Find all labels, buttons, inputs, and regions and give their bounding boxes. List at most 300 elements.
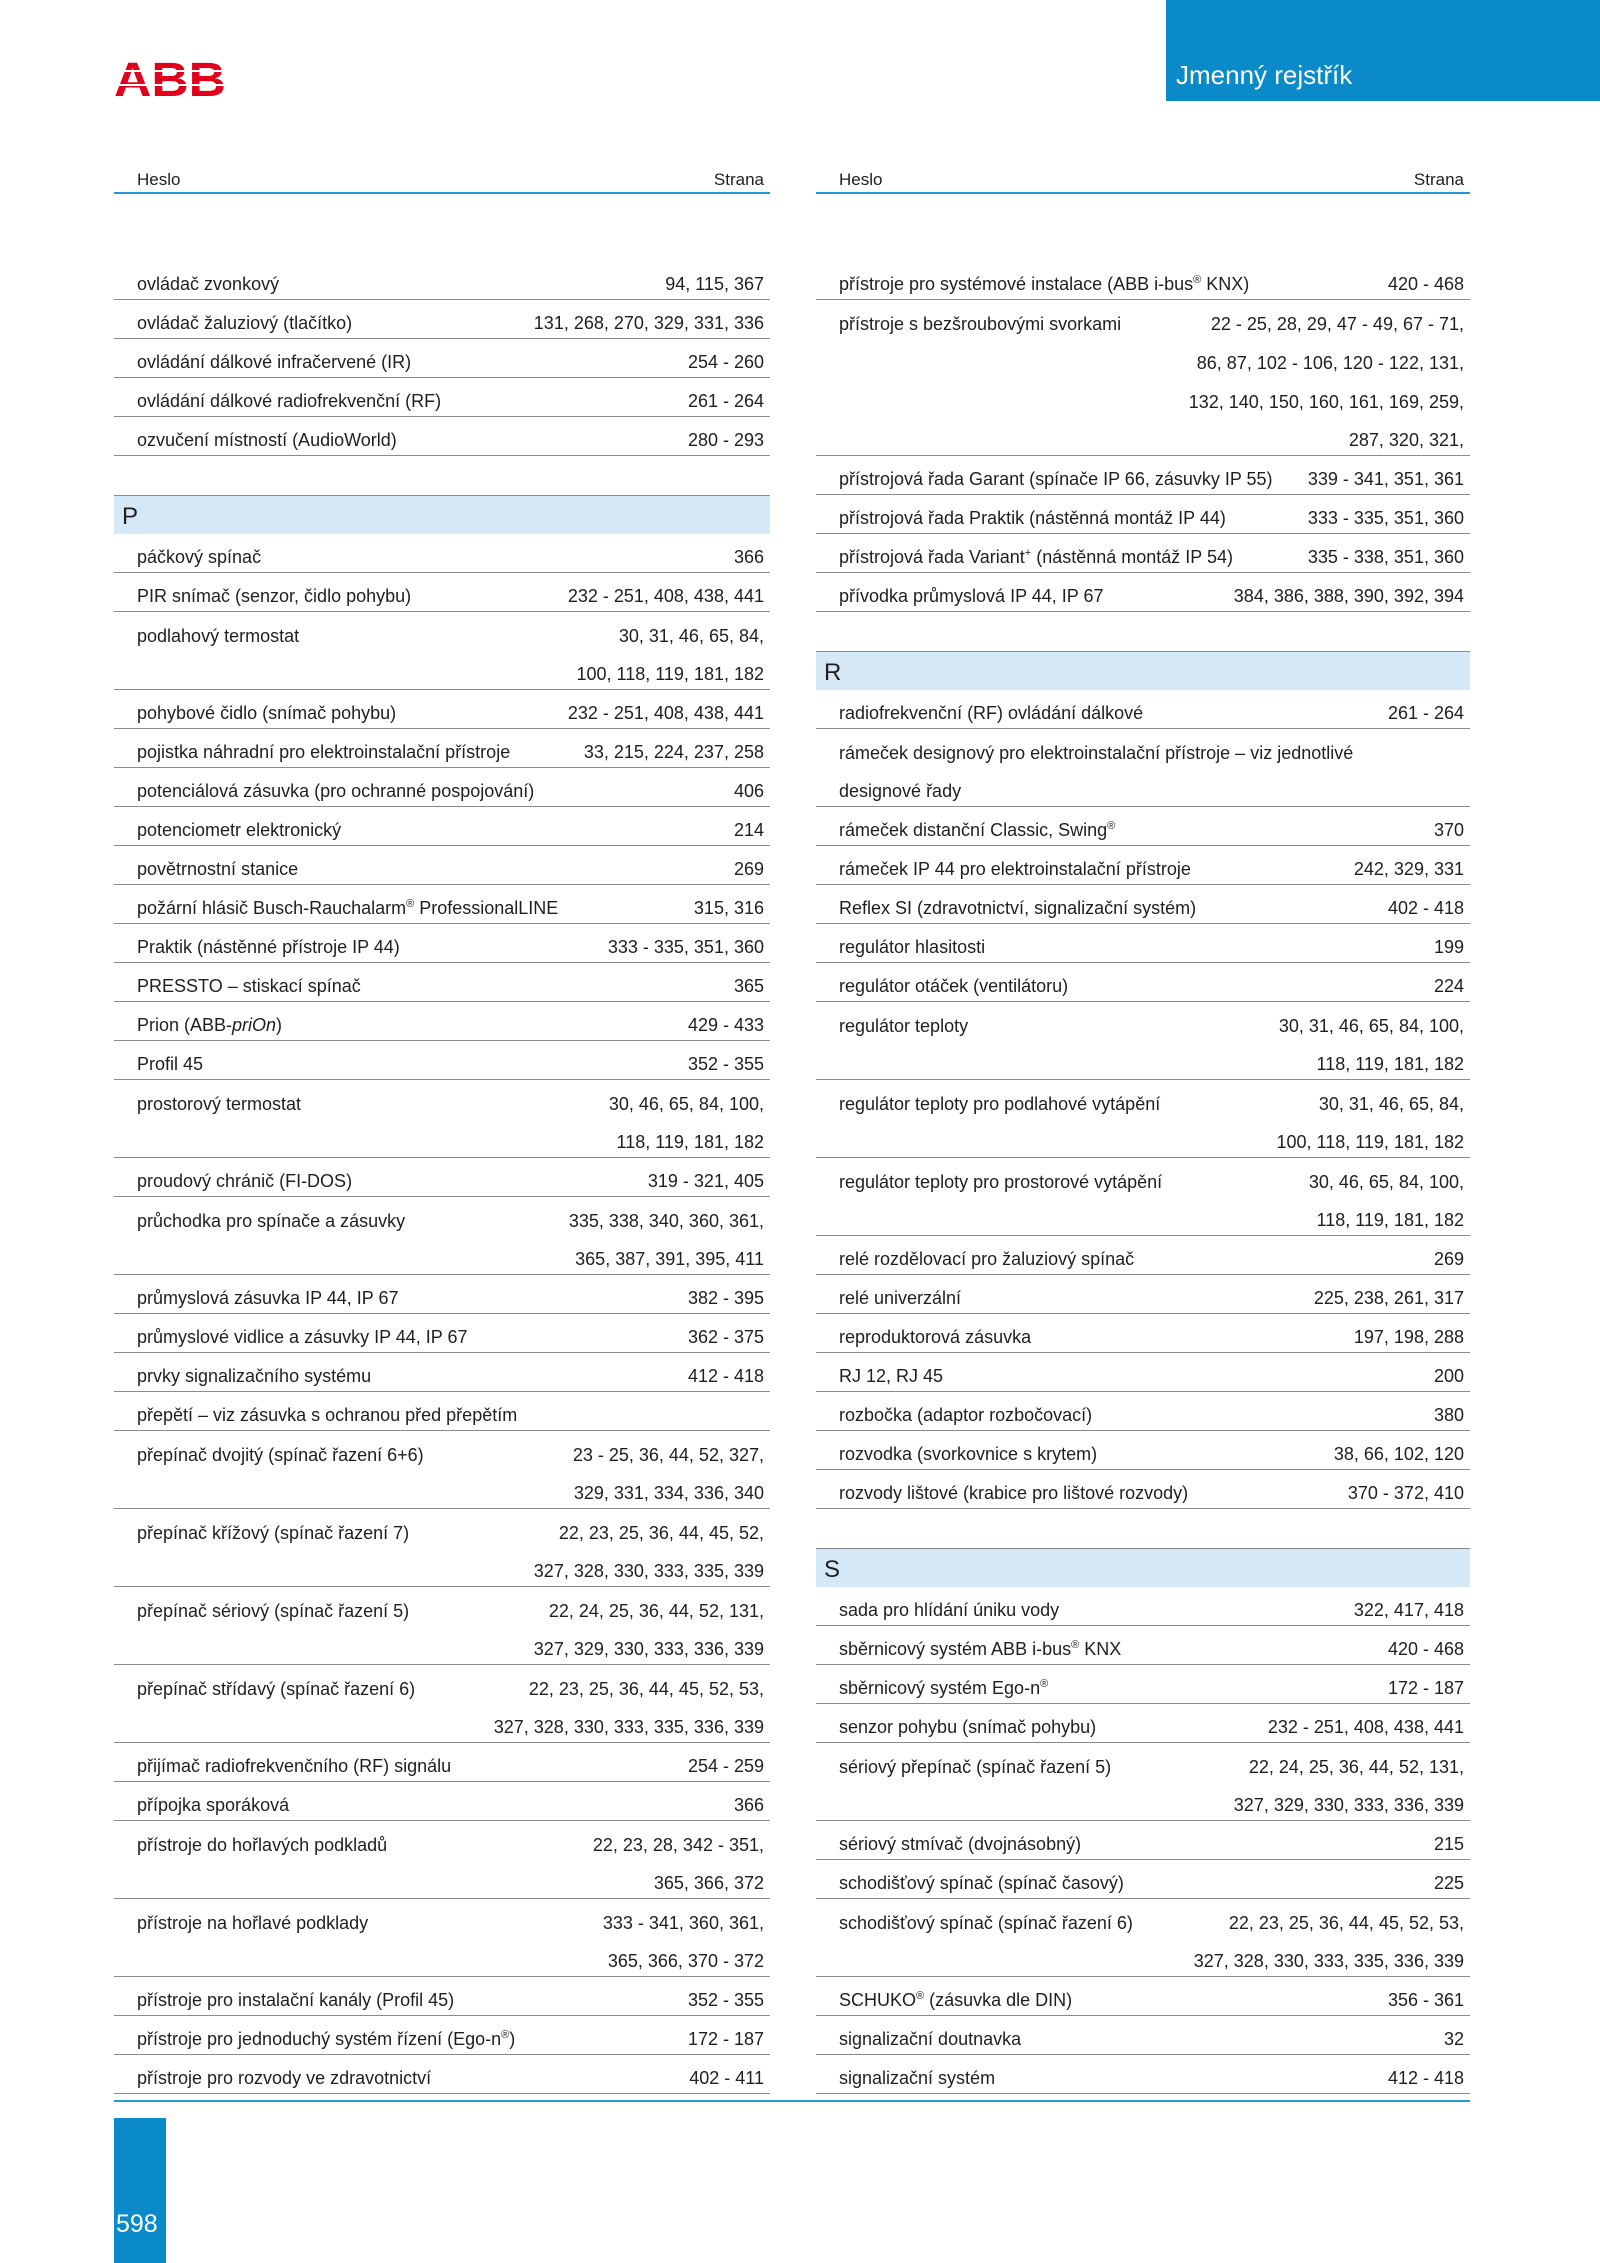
index-entry bbox=[114, 1314, 770, 1353]
entry-pages: 327, 329, 330, 333, 336, 339 bbox=[533, 1639, 764, 1659]
index-entry bbox=[114, 1743, 770, 1782]
entry-term-text: rámeček designový pro elektroinstalační přístroje – viz jednotlivé bbox=[839, 743, 1354, 763]
index-entry bbox=[816, 924, 1470, 963]
entry-term-text: sada pro hlídání úniku vody bbox=[839, 1600, 1060, 1620]
entry-pages: 94, 115, 367 bbox=[665, 274, 764, 294]
entry-pages: 365, 366, 370 - 372 bbox=[607, 1951, 764, 1971]
index-entry bbox=[816, 1470, 1470, 1509]
entry-term-text: přístroje do hořlavých podkladů bbox=[137, 1835, 388, 1855]
entry-term-text: přístroje s bezšroubovými svorkami bbox=[839, 314, 1122, 334]
index-entry bbox=[816, 1431, 1470, 1470]
entry-term-suffix: KNX) bbox=[1201, 274, 1250, 294]
trademark-mark: ® bbox=[916, 1990, 925, 2002]
letter-heading: R bbox=[816, 651, 1470, 690]
entry-term-text: požární hlásič Busch-Rauchalarm bbox=[137, 898, 407, 918]
entry-term-text: PIR snímač (senzor, čidlo pohybu) bbox=[137, 586, 412, 606]
index-entry bbox=[816, 1938, 1470, 1977]
index-entry bbox=[816, 417, 1470, 456]
index-entry bbox=[114, 1938, 770, 1977]
entry-term-text: přístrojová řada Garant (spínače IP 66, zásuvky IP 55) bbox=[839, 469, 1273, 489]
index-entry bbox=[114, 924, 770, 963]
entry-term bbox=[839, 1404, 1092, 1426]
index-entry bbox=[816, 495, 1470, 534]
index-list bbox=[114, 194, 770, 2094]
entry-term bbox=[839, 2028, 1021, 2050]
entry-term bbox=[137, 351, 411, 373]
entry-term-text: přístrojová řada Praktik (nástěnná montáž IP 44) bbox=[839, 508, 1226, 528]
entry-pages: 199 bbox=[1433, 937, 1464, 957]
entry-term bbox=[137, 1326, 468, 1348]
entry-pages: 261 - 264 bbox=[1387, 703, 1464, 723]
entry-pages: 100, 118, 119, 181, 182 bbox=[576, 664, 764, 684]
entry-pages: 352 - 355 bbox=[687, 1990, 764, 2010]
entry-pages: 352 - 355 bbox=[687, 1054, 764, 1074]
entry-pages: 22, 23, 25, 36, 44, 45, 52, 53, bbox=[1228, 1913, 1464, 1933]
entry-term bbox=[839, 313, 1121, 335]
entry-term-text: průmyslová zásuvka IP 44, IP 67 bbox=[137, 1288, 399, 1308]
entry-pages: 327, 328, 330, 333, 335, 336, 339 bbox=[493, 1717, 764, 1737]
entry-term-italic: priOn bbox=[232, 1015, 277, 1035]
entry-pages: 412 - 418 bbox=[1387, 2068, 1464, 2088]
entry-pages: 335, 338, 340, 360, 361, bbox=[568, 1211, 764, 1231]
entry-pages: 232 - 251, 408, 438, 441 bbox=[567, 703, 764, 723]
entry-pages: 329, 331, 334, 336, 340 bbox=[573, 1483, 764, 1503]
index-entry bbox=[114, 261, 770, 300]
entry-pages: 22 - 25, 28, 29, 47 - 49, 67 - 71, bbox=[1210, 314, 1464, 334]
entry-pages: 362 - 375 bbox=[687, 1327, 764, 1347]
entry-pages: 86, 87, 102 - 106, 120 - 122, 131, bbox=[1196, 353, 1464, 373]
entry-pages: 30, 31, 46, 65, 84, bbox=[618, 626, 764, 646]
index-entry bbox=[114, 1236, 770, 1275]
entry-term-text: přepětí – viz zásuvka s ochranou před přepětím bbox=[137, 1405, 518, 1425]
entry-pages: 402 - 418 bbox=[1387, 898, 1464, 918]
entry-pages: 384, 386, 388, 390, 392, 394 bbox=[1233, 586, 1464, 606]
entry-pages: 287, 320, 321, bbox=[1348, 430, 1464, 450]
entry-pages: 333 - 335, 351, 360 bbox=[607, 937, 764, 957]
index-entry bbox=[816, 1782, 1470, 1821]
entry-term-text: Profil 45 bbox=[137, 1054, 204, 1074]
entry-term-text: ovládání dálkové radiofrekvenční (RF) bbox=[137, 391, 442, 411]
entry-pages: 366 bbox=[733, 1795, 764, 1815]
entry-pages: 197, 198, 288 bbox=[1353, 1327, 1464, 1347]
entry-term-text: přepínač křížový (spínač řazení 7) bbox=[137, 1523, 410, 1543]
index-entry bbox=[816, 1392, 1470, 1431]
entry-term bbox=[137, 780, 534, 802]
section-gap bbox=[816, 612, 1470, 651]
entry-pages: 319 - 321, 405 bbox=[647, 1171, 764, 1191]
entry-pages: 356 - 361 bbox=[1387, 1990, 1464, 2010]
entry-term-text: regulátor otáček (ventilátoru) bbox=[839, 976, 1069, 996]
entry-term bbox=[839, 585, 1103, 607]
index-entry bbox=[114, 1041, 770, 1080]
index-entry bbox=[114, 1158, 770, 1197]
index-entry bbox=[816, 1314, 1470, 1353]
entry-term-text: sériový stmívač (dvojnásobný) bbox=[839, 1834, 1082, 1854]
entry-term bbox=[839, 507, 1226, 529]
index-entry bbox=[114, 2055, 770, 2094]
index-entry bbox=[114, 1860, 770, 1899]
entry-term bbox=[839, 1482, 1188, 1504]
entry-term bbox=[137, 1365, 371, 1387]
entry-term-text: Reflex SI (zdravotnictví, signalizační systém) bbox=[839, 898, 1197, 918]
entry-term bbox=[839, 273, 1249, 295]
entry-pages: 280 - 293 bbox=[687, 430, 764, 450]
entry-term-suffix: ProfessionalLINE bbox=[414, 898, 559, 918]
entry-pages: 215 bbox=[1433, 1834, 1464, 1854]
index-entry bbox=[114, 846, 770, 885]
entry-pages: 382 - 395 bbox=[687, 1288, 764, 1308]
entry-pages: 365 bbox=[733, 976, 764, 996]
entry-term bbox=[137, 625, 299, 647]
entry-pages: 429 - 433 bbox=[687, 1015, 764, 1035]
entry-term bbox=[137, 936, 400, 958]
index-entry bbox=[816, 963, 1470, 1002]
index-entry bbox=[114, 651, 770, 690]
entry-term-text: relé rozdělovací pro žaluziový spínač bbox=[839, 1249, 1135, 1269]
entry-pages: 118, 119, 181, 182 bbox=[616, 1132, 764, 1152]
index-entry bbox=[816, 1665, 1470, 1704]
column-header bbox=[816, 168, 1470, 194]
entry-term-text: schodišťový spínač (spínač časový) bbox=[839, 1873, 1124, 1893]
index-entry bbox=[114, 1977, 770, 2016]
entry-pages: 370 - 372, 410 bbox=[1347, 1483, 1464, 1503]
entry-term bbox=[137, 429, 397, 451]
index-column-left bbox=[114, 168, 770, 2094]
entry-term-text: páčkový spínač bbox=[137, 547, 262, 567]
entry-term-text: pohybové čidlo (snímač pohybu) bbox=[137, 703, 397, 723]
entry-term bbox=[839, 1638, 1121, 1660]
index-entry bbox=[816, 1860, 1470, 1899]
entry-pages: 232 - 251, 408, 438, 441 bbox=[1267, 1717, 1464, 1737]
entry-pages: 224 bbox=[1433, 976, 1464, 996]
entry-term bbox=[839, 1248, 1134, 1270]
entry-term bbox=[839, 975, 1068, 997]
index-entry bbox=[816, 1743, 1470, 1782]
entry-term-text: PRESSTO – stiskací spínač bbox=[137, 976, 361, 996]
entry-term-text: přepínač dvojitý (spínač řazení 6+6) bbox=[137, 1445, 424, 1465]
index-entry bbox=[816, 339, 1470, 378]
entry-term-text: přepínač sériový (spínač řazení 5) bbox=[137, 1601, 410, 1621]
entry-term bbox=[137, 819, 341, 841]
index-entry bbox=[816, 1587, 1470, 1626]
entry-pages: 412 - 418 bbox=[687, 1366, 764, 1386]
entry-term-text: rámeček distanční Classic, Swing bbox=[839, 820, 1108, 840]
section-title-band bbox=[1166, 0, 1600, 101]
entry-pages: 254 - 259 bbox=[687, 1756, 764, 1776]
index-entry bbox=[816, 2016, 1470, 2055]
entry-term-text: signalizační systém bbox=[839, 2068, 996, 2088]
entry-term bbox=[839, 936, 985, 958]
letter-heading: S bbox=[816, 1548, 1470, 1587]
index-entry bbox=[114, 378, 770, 417]
entry-pages: 335 - 338, 351, 360 bbox=[1307, 547, 1464, 567]
entry-term bbox=[137, 390, 441, 412]
index-entry bbox=[114, 1587, 770, 1626]
index-entry bbox=[114, 1626, 770, 1665]
entry-pages: 333 - 341, 360, 361, bbox=[602, 1913, 764, 1933]
entry-term bbox=[137, 1053, 203, 1075]
entry-term-suffix: ) bbox=[276, 1015, 283, 1035]
entry-term bbox=[839, 468, 1273, 490]
entry-pages: 172 - 187 bbox=[1387, 1678, 1464, 1698]
index-entry bbox=[114, 1275, 770, 1314]
entry-term-suffix: KNX bbox=[1079, 1639, 1122, 1659]
index-entry bbox=[816, 1041, 1470, 1080]
entry-term bbox=[137, 2067, 431, 2089]
entry-pages: 118, 119, 181, 182 bbox=[1316, 1054, 1464, 1074]
index-entry bbox=[114, 1002, 770, 1041]
entry-term bbox=[137, 897, 558, 919]
entry-term bbox=[137, 1989, 454, 2011]
letter-heading: P bbox=[114, 495, 770, 534]
index-entry bbox=[114, 534, 770, 573]
entry-pages: 22, 24, 25, 36, 44, 52, 131, bbox=[548, 1601, 764, 1621]
entry-pages: 172 - 187 bbox=[687, 2029, 764, 2049]
entry-term-text: přívodka průmyslová IP 44, IP 67 bbox=[839, 586, 1104, 606]
entry-term-text: Praktik (nástěnné přístroje IP 44) bbox=[137, 937, 400, 957]
entry-pages: 22, 23, 28, 342 - 351, bbox=[592, 1835, 764, 1855]
entry-term bbox=[839, 1872, 1124, 1894]
entry-pages: 269 bbox=[1433, 1249, 1464, 1269]
entry-term-text: rámeček IP 44 pro elektroinstalační přístroje bbox=[839, 859, 1191, 879]
entry-pages: 118, 119, 181, 182 bbox=[1316, 1210, 1464, 1230]
entry-pages: 32 bbox=[1443, 2029, 1464, 2049]
index-entry bbox=[114, 1509, 770, 1548]
entry-term-text: regulátor teploty pro prostorové vytápění bbox=[839, 1172, 1163, 1192]
index-entry bbox=[114, 1470, 770, 1509]
index-entry bbox=[816, 729, 1470, 768]
entry-pages: 402 - 411 bbox=[689, 2068, 764, 2088]
entry-pages: 225, 238, 261, 317 bbox=[1313, 1288, 1464, 1308]
entry-pages: 366 bbox=[733, 547, 764, 567]
header-term: Heslo bbox=[137, 170, 181, 189]
entry-term bbox=[137, 312, 352, 334]
entry-pages: 254 - 260 bbox=[687, 352, 764, 372]
entry-pages: 339 - 341, 351, 361 bbox=[1307, 469, 1464, 489]
entry-pages: 22, 23, 25, 36, 44, 45, 52, bbox=[558, 1523, 764, 1543]
entry-term bbox=[137, 1600, 409, 1622]
index-entry bbox=[114, 729, 770, 768]
entry-term bbox=[839, 1443, 1097, 1465]
section-title: Jmenný rejstřík bbox=[1176, 60, 1353, 90]
index-entry bbox=[816, 261, 1470, 300]
entry-term-text: designové řady bbox=[839, 781, 962, 801]
entry-term-text: SCHUKO bbox=[839, 1990, 917, 2010]
entry-term bbox=[137, 1014, 282, 1036]
index-entry bbox=[114, 612, 770, 651]
entry-term bbox=[839, 1365, 943, 1387]
entry-pages: 327, 328, 330, 333, 335, 339 bbox=[533, 1561, 764, 1581]
index-entry bbox=[114, 573, 770, 612]
index-entry bbox=[816, 456, 1470, 495]
index-entry bbox=[114, 807, 770, 846]
entry-term-text: přístrojová řada Variant bbox=[839, 547, 1025, 567]
entry-pages: 100, 118, 119, 181, 182 bbox=[1276, 1132, 1464, 1152]
entry-pages: 38, 66, 102, 120 bbox=[1333, 1444, 1464, 1464]
entry-term bbox=[137, 1404, 517, 1426]
entry-term bbox=[137, 2028, 515, 2050]
entry-term bbox=[137, 1170, 352, 1192]
entry-term-text: regulátor hlasitosti bbox=[839, 937, 986, 957]
trademark-mark: + bbox=[1024, 547, 1032, 559]
index-entry bbox=[816, 378, 1470, 417]
entry-term bbox=[839, 702, 1143, 724]
entry-term-text: potenciálová zásuvka (pro ochranné pospojování) bbox=[137, 781, 535, 801]
entry-term-text: reproduktorová zásuvka bbox=[839, 1327, 1032, 1347]
entry-term-text: ovládač žaluziový (tlačítko) bbox=[137, 313, 353, 333]
entry-term bbox=[839, 1756, 1111, 1778]
index-entry bbox=[114, 339, 770, 378]
index-entry bbox=[114, 1821, 770, 1860]
entry-pages: 322, 417, 418 bbox=[1353, 1600, 1464, 1620]
entry-term-suffix: (zásuvka dle DIN) bbox=[924, 1990, 1073, 2010]
entry-term bbox=[137, 1755, 451, 1777]
entry-term bbox=[137, 1678, 415, 1700]
entry-pages: 380 bbox=[1433, 1405, 1464, 1425]
entry-pages: 406 bbox=[733, 781, 764, 801]
entry-pages: 327, 329, 330, 333, 336, 339 bbox=[1233, 1795, 1464, 1815]
index-entry bbox=[816, 1080, 1470, 1119]
entry-term bbox=[839, 1015, 968, 1037]
bottom-rule bbox=[114, 2100, 1470, 2102]
entry-term-text: pojistka náhradní pro elektroinstalační přístroje bbox=[137, 742, 511, 762]
entry-pages: 333 - 335, 351, 360 bbox=[1307, 508, 1464, 528]
index-entry bbox=[114, 1704, 770, 1743]
entry-term-text: přístroje pro systémové instalace (ABB i-bus bbox=[839, 274, 1194, 294]
entry-term bbox=[839, 1716, 1096, 1738]
entry-term-text: přijímač radiofrekvenčního (RF) signálu bbox=[137, 1756, 452, 1776]
entry-term bbox=[839, 897, 1196, 919]
entry-term-text: podlahový termostat bbox=[137, 626, 300, 646]
page-number-band bbox=[114, 2118, 166, 2263]
index-entry bbox=[816, 300, 1470, 339]
entry-term-text: relé univerzální bbox=[839, 1288, 962, 1308]
index-entry bbox=[816, 1158, 1470, 1197]
page-number: 598 bbox=[116, 2210, 158, 2238]
entry-term-text: rozvodka (svorkovnice s krytem) bbox=[839, 1444, 1098, 1464]
index-entry bbox=[816, 1899, 1470, 1938]
entry-term-text: Prion (ABB- bbox=[137, 1015, 233, 1035]
trademark-mark: ® bbox=[501, 2029, 510, 2041]
entry-pages: 132, 140, 150, 160, 161, 169, 259, bbox=[1188, 392, 1464, 412]
trademark-mark: ® bbox=[1071, 1639, 1080, 1651]
entry-pages: 261 - 264 bbox=[687, 391, 764, 411]
index-entry bbox=[816, 807, 1470, 846]
entry-term bbox=[839, 742, 1353, 764]
entry-term bbox=[839, 546, 1233, 568]
index-entry bbox=[114, 963, 770, 1002]
entry-pages: 214 bbox=[733, 820, 764, 840]
entry-term-text: sériový přepínač (spínač řazení 5) bbox=[839, 1757, 1112, 1777]
entry-pages: 232 - 251, 408, 438, 441 bbox=[567, 586, 764, 606]
entry-pages: 365, 366, 372 bbox=[653, 1873, 764, 1893]
entry-pages: 370 bbox=[1433, 820, 1464, 840]
entry-term-text: ovládač zvonkový bbox=[137, 274, 280, 294]
entry-term-text: přístroje pro instalační kanály (Profil 45) bbox=[137, 1990, 455, 2010]
entry-term-text: radiofrekvenční (RF) ovládání dálkové bbox=[839, 703, 1144, 723]
index-entry bbox=[114, 300, 770, 339]
trademark-mark: ® bbox=[1040, 1678, 1049, 1690]
index-entry bbox=[114, 1353, 770, 1392]
index-entry bbox=[114, 1080, 770, 1119]
index-entry bbox=[816, 1002, 1470, 1041]
index-entry bbox=[114, 1392, 770, 1431]
entry-term bbox=[839, 1287, 961, 1309]
index-entry bbox=[816, 534, 1470, 573]
entry-term bbox=[839, 780, 961, 802]
index-entry bbox=[114, 1782, 770, 1821]
entry-term-text: rozbočka (adaptor rozbočovací) bbox=[839, 1405, 1093, 1425]
entry-term bbox=[137, 858, 298, 880]
entry-pages: 365, 387, 391, 395, 411 bbox=[575, 1249, 764, 1269]
index-entry bbox=[816, 1821, 1470, 1860]
index-entry bbox=[816, 846, 1470, 885]
entry-term-text: přepínač střídavý (spínač řazení 6) bbox=[137, 1679, 416, 1699]
entry-term bbox=[137, 546, 261, 568]
entry-term-text: regulátor teploty pro podlahové vytápění bbox=[839, 1094, 1161, 1114]
entry-term bbox=[839, 1093, 1160, 1115]
section-gap bbox=[816, 1509, 1470, 1548]
index-entry bbox=[114, 1665, 770, 1704]
index-entry bbox=[816, 1704, 1470, 1743]
entry-pages: 327, 328, 330, 333, 335, 336, 339 bbox=[1193, 1951, 1464, 1971]
index-entry bbox=[114, 690, 770, 729]
index-entry bbox=[816, 2055, 1470, 2094]
index-entry bbox=[114, 417, 770, 456]
entry-term-text: ozvučení místností (AudioWorld) bbox=[137, 430, 397, 450]
index-entry bbox=[114, 768, 770, 807]
index-column-right bbox=[816, 168, 1470, 2094]
entry-pages: 30, 46, 65, 84, 100, bbox=[1308, 1172, 1464, 1192]
header-page: Strana bbox=[1413, 170, 1464, 189]
entry-term-text: potenciometr elektronický bbox=[137, 820, 342, 840]
entry-term bbox=[839, 1989, 1072, 2011]
index-list bbox=[816, 194, 1470, 2094]
entry-pages: 225 bbox=[1433, 1873, 1464, 1893]
trademark-mark: ® bbox=[1107, 820, 1116, 832]
abb-logo bbox=[114, 56, 226, 100]
entry-term-text: proudový chránič (FI-DOS) bbox=[137, 1171, 353, 1191]
entry-term bbox=[137, 975, 361, 997]
entry-pages: 131, 268, 270, 329, 331, 336 bbox=[533, 313, 764, 333]
entry-pages: 23 - 25, 36, 44, 52, 327, bbox=[572, 1445, 764, 1465]
trademark-mark: ® bbox=[1193, 274, 1202, 286]
entry-term-text: přístroje pro rozvody ve zdravotnictví bbox=[137, 2068, 432, 2088]
entry-term bbox=[137, 1834, 387, 1856]
entry-term-suffix: ) bbox=[509, 2029, 516, 2049]
entry-term-text: prostorový termostat bbox=[137, 1094, 302, 1114]
entry-term-text: přístroje pro jednoduchý systém řízení (Ego-n bbox=[137, 2029, 502, 2049]
entry-pages: 269 bbox=[733, 859, 764, 879]
index-entry bbox=[114, 1197, 770, 1236]
index-entry bbox=[816, 1197, 1470, 1236]
index-entry bbox=[114, 1119, 770, 1158]
entry-term-text: povětrnostní stanice bbox=[137, 859, 299, 879]
entry-pages: 22, 23, 25, 36, 44, 45, 52, 53, bbox=[528, 1679, 764, 1699]
svg-text:ABB: ABB bbox=[114, 56, 226, 100]
entry-pages: 30, 46, 65, 84, 100, bbox=[608, 1094, 764, 1114]
entry-term-text: přístroje na hořlavé podklady bbox=[137, 1913, 369, 1933]
entry-pages: 22, 24, 25, 36, 44, 52, 131, bbox=[1248, 1757, 1464, 1777]
entry-term-text: sběrnicový systém Ego-n bbox=[839, 1678, 1041, 1698]
entry-term bbox=[839, 1912, 1133, 1934]
entry-term bbox=[839, 1833, 1081, 1855]
index-entry bbox=[114, 885, 770, 924]
entry-term-text: RJ 12, RJ 45 bbox=[839, 1366, 944, 1386]
entry-term bbox=[137, 273, 279, 295]
entry-term-text: sběrnicový systém ABB i-bus bbox=[839, 1639, 1072, 1659]
entry-term bbox=[137, 702, 396, 724]
